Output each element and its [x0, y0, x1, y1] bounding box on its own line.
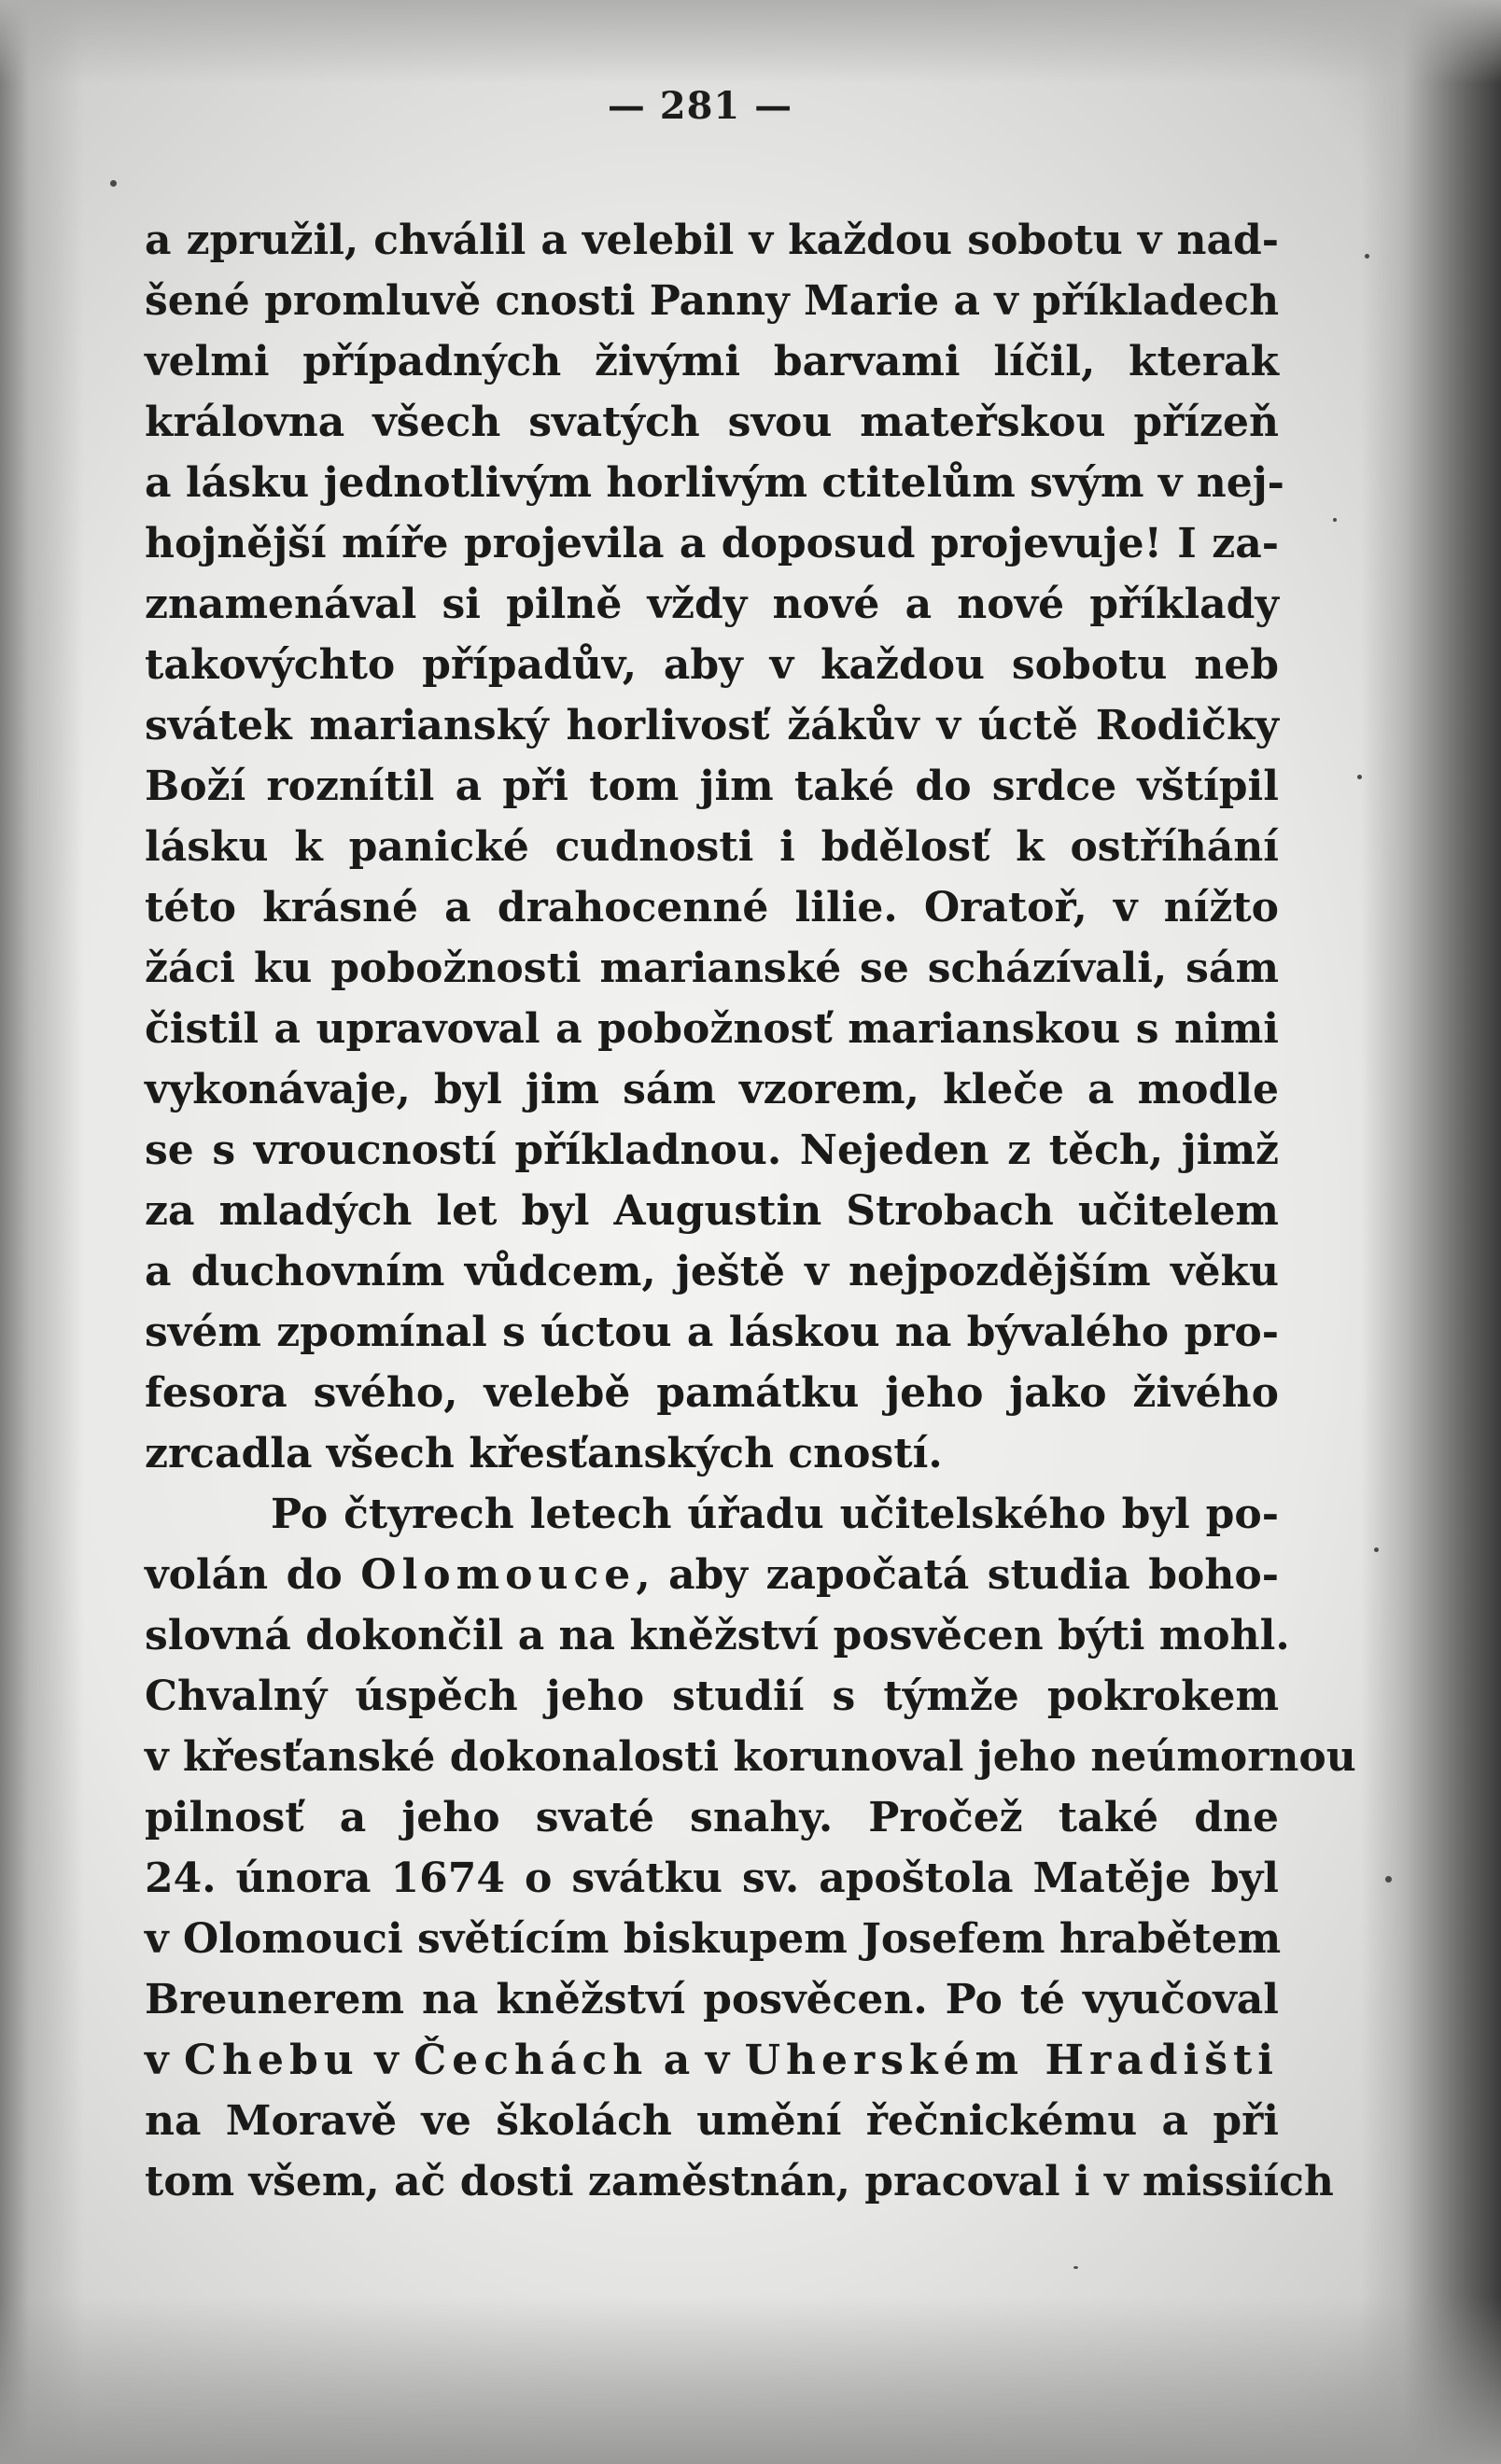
text-line: a zpružil, chválil a velebil v každou sobotu v nad-	[145, 217, 1279, 264]
left-edge-shadow	[0, 0, 84, 2464]
dust-speck	[1073, 2266, 1078, 2269]
dust-speck	[1365, 254, 1369, 259]
dust-speck	[1385, 1876, 1392, 1883]
text-run: v	[145, 2037, 184, 2084]
text-line: žáci ku pobožnosti marianské se scházívali, sám	[145, 945, 1279, 992]
text-line: na Moravě ve školách umění řečnickému a při	[145, 2097, 1279, 2145]
text-line: fesora svého, velebě památku jeho jako živého	[145, 1369, 1279, 1417]
spaced-place-name: Uherském Hradišti	[744, 2037, 1280, 2084]
text-run: v	[358, 2037, 414, 2084]
text-line: hojnější míře projevila a doposud projevuje! I za-	[145, 520, 1279, 567]
text-line: šené promluvě cnosti Panny Marie a v příkladech	[145, 277, 1280, 325]
dust-speck	[110, 180, 117, 187]
text-line: a duchovním vůdcem, ještě v nejpozdějším věku	[145, 1248, 1279, 1295]
dust-speck	[1374, 1547, 1379, 1552]
right-edge-shadow	[1361, 0, 1501, 2464]
text-line: vykonávaje, byl jim sám vzorem, kleče a modle	[145, 1066, 1279, 1113]
spaced-place-name: Čechách	[414, 2037, 649, 2084]
text-line: Boží roznítil a při tom jim také do srdce vštípil	[145, 763, 1279, 810]
text-line: lásku k panické cudnosti i bdělosť k ostříhání	[145, 823, 1279, 871]
text-line: takovýchto případův, aby v každou sobotu neb	[145, 641, 1279, 689]
text-line: svém zpomínal s úctou a láskou na bývalého pro-	[145, 1309, 1279, 1356]
text-line: pilnosť a jeho svaté snahy. Pročež také dne	[145, 1794, 1279, 1841]
text-line: 24. února 1674 o svátku sv. apoštola Matěje byl	[145, 1855, 1279, 1902]
text-line: tom všem, ač dosti zaměstnán, pracoval i v missiích	[145, 2158, 1334, 2205]
text-line: slovná dokončil a na kněžství posvěcen býti mohl.	[145, 1612, 1290, 1659]
text-line: této krásné a drahocenné lilie. Oratoř, v nížto	[145, 884, 1279, 931]
bottom-edge-shadow	[0, 2296, 1501, 2464]
body-text	[145, 210, 1356, 2212]
text-run: volán do	[145, 1551, 361, 1599]
text-line: znamenával si pilně vždy nové a nové příklady	[145, 581, 1279, 628]
text-line: Chvalný úspěch jeho studií s týmže pokrokem	[145, 1673, 1279, 1720]
text-line: čistil a upravoval a pobožnosť marianskou s nimi	[145, 1005, 1279, 1053]
text-line: královna všech svatých svou mateřskou přízeň	[145, 399, 1279, 446]
top-edge-shadow	[0, 0, 1501, 84]
text-line: v křesťanské dokonalosti korunoval jeho neúmornou	[145, 1733, 1356, 1781]
text-line	[145, 2030, 1279, 2091]
text-line: Po čtyrech letech úřadu učitelského byl po-	[271, 1491, 1279, 1538]
text-run: , aby započatá studia boho-	[636, 1551, 1279, 1599]
text-line: zrcadla všech křesťanských cností.	[145, 1430, 943, 1477]
text-line	[145, 1545, 1279, 1605]
text-line: velmi případných živými barvami líčil, kterak	[145, 338, 1279, 385]
text-line: v Olomouci světícím biskupem Josefem hrabětem	[145, 1915, 1282, 1963]
text-line: a lásku jednotlivým horlivým ctitelům svým v nej-	[145, 459, 1284, 507]
spaced-place-name: Olomouce	[360, 1551, 637, 1599]
text-line: Breunerem na kněžství posvěcen. Po té vyučoval	[145, 1976, 1279, 2023]
spaced-place-name: Chebu	[184, 2037, 359, 2084]
text-line: za mladých let byl Augustin Strobach učitelem	[145, 1187, 1279, 1235]
page-number: — 281 —	[607, 84, 793, 128]
dust-speck	[1333, 518, 1337, 522]
text-line: svátek marianský horlivosť žákův v úctě Rodičky	[145, 702, 1279, 749]
text-run: a v	[648, 2037, 745, 2084]
dust-speck	[1357, 775, 1362, 779]
text-line: se s vroucností příkladnou. Nejeden z těch, jimž	[145, 1127, 1279, 1174]
